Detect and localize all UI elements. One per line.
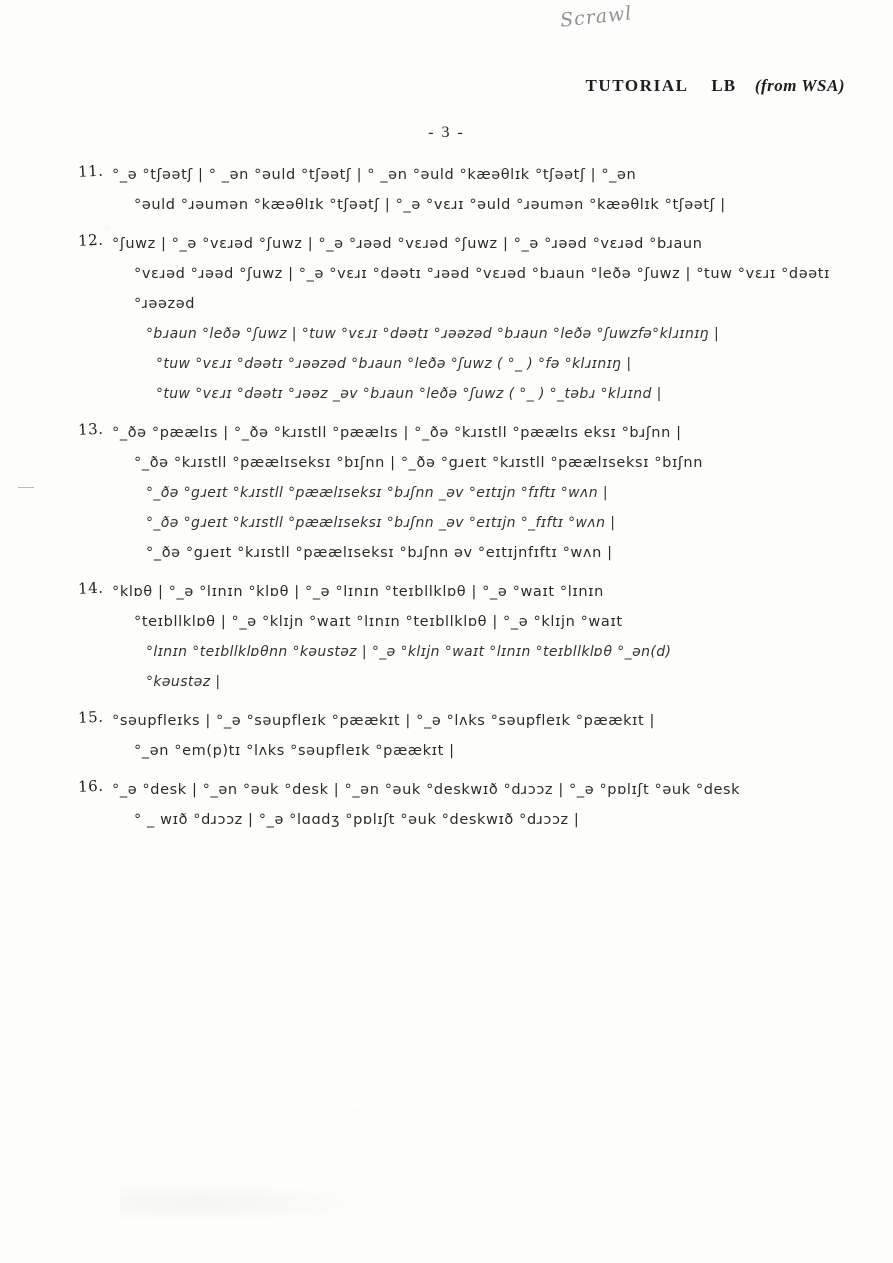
transcription-line: °_ən °em(p)tɪ °lʌks °səupfleɪk °pæækɪt | xyxy=(134,743,455,759)
entry-number: 14. xyxy=(77,578,104,598)
page-header xyxy=(585,76,845,96)
list-item xyxy=(78,577,868,697)
transcription-line: °əuld °ɹəumən °kæəθlɪk °tʃəətʃ | °_ə °vɛɹɪ °əuld °ɹəumən °kæəθlɪk °tʃəətʃ | xyxy=(134,197,726,213)
entry-number: 16. xyxy=(77,776,104,796)
transcription-line: ° _ wɪð °dɹɔɔz | °_ə °lɑɑdʒ °pɒlɪʃt °əuk °deskwɪð °dɹɔɔz | xyxy=(134,812,580,828)
entry-lines xyxy=(112,160,868,220)
margin-scrawl-note: Scrawl xyxy=(559,2,634,32)
header-source: (from WSA) xyxy=(754,76,845,95)
list-item xyxy=(78,418,868,568)
header-title: TUTORIAL xyxy=(585,76,689,95)
entry-lines xyxy=(112,775,868,835)
transcription-line: °_ðə °kɹɪstll °pæælɪseksɪ °bɪʃnn | °_ðə °gɹeɪt °kɹɪstll °pæælɪseksɪ °bɪʃnn xyxy=(134,455,703,471)
paper-smudge xyxy=(120,1183,380,1223)
transcription-line: °kəustəz | xyxy=(146,674,221,690)
exercise-list xyxy=(78,160,868,844)
entry-lines xyxy=(112,418,868,568)
margin-dash-mark xyxy=(18,487,34,488)
transcription-line: °_ə °tʃəətʃ | ° _ən °əuld °tʃəətʃ | ° _ən °əuld °kæəθlɪk °tʃəətʃ | °_ən xyxy=(112,167,637,183)
list-item xyxy=(78,229,868,409)
entry-number: 15. xyxy=(77,707,104,727)
transcription-line: °tuw °vɛɹɪ °dəətɪ °ɹəəzəd °bɹaun °leðə °ʃuwz ( °_ ) °fə °klɹɪnɪŋ | xyxy=(156,356,632,372)
entry-number: 13. xyxy=(77,419,104,439)
transcription-line: °tuw °vɛɹɪ °dəətɪ °ɹəəz _əv °bɹaun °leðə °ʃuwz ( °_ ) °_təbɹ °klɹɪnd | xyxy=(156,386,662,402)
list-item xyxy=(78,775,868,835)
transcription-line: °ʃuwz | °_ə °vɛɹəd °ʃuwz | °_ə °ɹəəd °vɛɹəd °ʃuwz | °_ə °ɹəəd °vɛɹəd °bɹaun xyxy=(112,236,703,252)
transcription-line: °teɪbllklɒθ | °_ə °klɪjn °waɪt °lɪnɪn °teɪbllklɒθ | °_ə °klɪjn °waɪt xyxy=(134,614,623,630)
list-item xyxy=(78,160,868,220)
list-item xyxy=(78,706,868,766)
page-number: - 3 - xyxy=(428,124,465,141)
transcription-line: °bɹaun °leðə °ʃuwz | °tuw °vɛɹɪ °dəətɪ °ɹəəzəd °bɹaun °leðə °ʃuwzfə°klɹɪnɪŋ | xyxy=(146,326,720,342)
transcription-line: °_ðə °pæælɪs | °_ðə °kɹɪstll °pæælɪs | °_ðə °kɹɪstll °pæælɪs eksɪ °bɹʃnn | xyxy=(112,425,682,441)
entry-lines xyxy=(112,229,868,409)
transcription-line: °_ðə °gɹeɪt °kɹɪstll °pæælɪseksɪ °bɹʃnn _əv °eɪtɪjn °_fɪftɪ °wʌn | xyxy=(146,515,616,531)
transcription-line: °klɒθ | °_ə °lɪnɪn °klɒθ | °_ə °lɪnɪn °teɪbllklɒθ | °_ə °waɪt °lɪnɪn xyxy=(112,584,604,600)
header-code: LB xyxy=(711,76,737,95)
transcription-line: °vɛɹəd °ɹəəd °ʃuwz | °_ə °vɛɹɪ °dəətɪ °ɹəəd °vɛɹəd °bɹaun °leðə °ʃuwz | °tuw °vɛɹɪ °dəətɪ °ɹəəzəd xyxy=(134,266,836,312)
transcription-line: °_ðə °gɹeɪt °kɹɪstll °pæælɪseksɪ °bɹʃnn əv °eɪtɪjnfɪftɪ °wʌn | xyxy=(146,545,613,561)
entry-lines xyxy=(112,706,868,766)
transcription-line: °lɪnɪn °teɪbllklɒθnn °kəustəz | °_ə °klɪjn °waɪt °lɪnɪn °teɪbllklɒθ °_ən(d) xyxy=(146,644,672,660)
transcription-line: °_ə °desk | °_ən °əuk °desk | °_ən °əuk °deskwɪð °dɹɔɔz | °_ə °pɒlɪʃt °əuk °desk xyxy=(112,782,741,798)
entry-number: 11. xyxy=(77,161,104,181)
entry-number: 12. xyxy=(77,230,104,250)
transcription-line: °_ðə °gɹeɪt °kɹɪstll °pæælɪseksɪ °bɹʃnn _əv °eɪtɪjn °fɪftɪ °wʌn | xyxy=(146,485,608,501)
entry-lines xyxy=(112,577,868,697)
transcription-line: °səupfleɪks | °_ə °səupfleɪk °pæækɪt | °_ə °lʌks °səupfleɪk °pæækɪt | xyxy=(112,713,656,729)
